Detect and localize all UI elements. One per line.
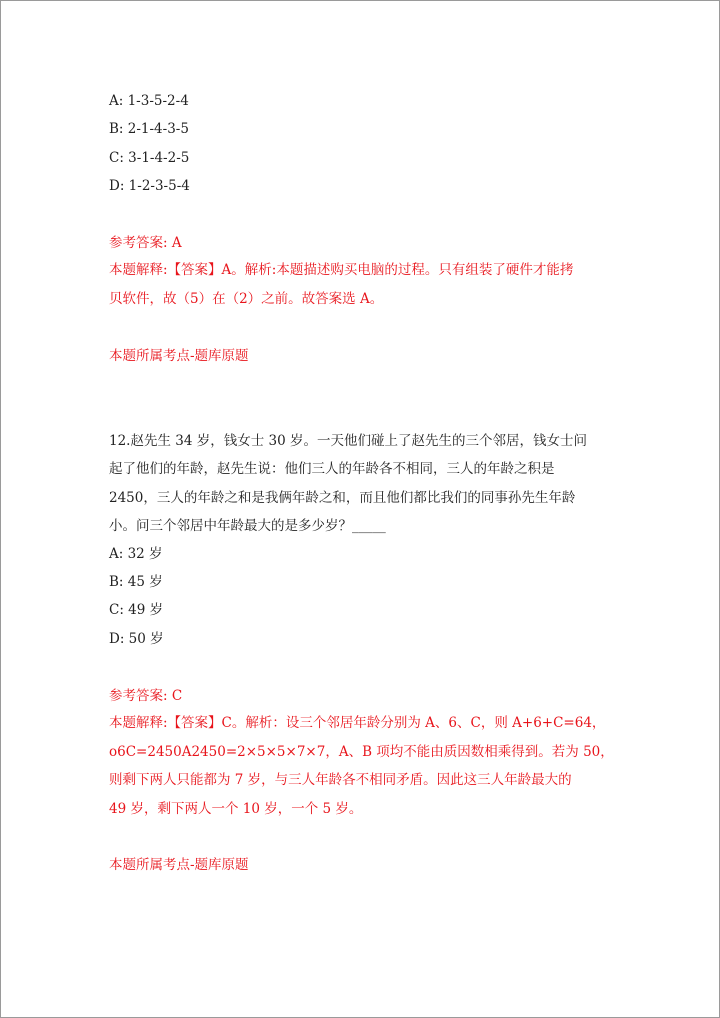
q12-option-b: B: 45 岁 xyxy=(109,574,163,590)
q12-question-line-3: 2450，三人的年龄之和是我俩年龄之和，而且他们都比我们的同事孙先生年龄 xyxy=(109,490,576,506)
q12-option-a: A: 32 岁 xyxy=(109,546,163,562)
q11-explanation-line-1: 本题解释:【答案】A。解析:本题描述购买电脑的过程。只有组装了硬件才能拷 xyxy=(109,262,574,278)
q11-option-d: D: 1-2-3-5-4 xyxy=(109,178,190,194)
q12-question-line-1: 12.赵先生 34 岁，钱女士 30 岁。一天他们碰上了赵先生的三个邻居，钱女士问 xyxy=(109,433,587,449)
q12-question-line-4: 小。问三个邻居中年龄最大的是多少岁？_____ xyxy=(109,518,386,534)
q11-option-c: C: 3-1-4-2-5 xyxy=(109,150,190,166)
q12-explanation-line-3: 则剩下两人只能都为 7 岁，与三人年龄各不相同矛盾。因此这三人年龄最大的 xyxy=(109,772,572,788)
q12-explanation-line-2: o6C=2450A2450=2×5×5×7×7，A、B 项均不能由质因数相乘得到。若为 50， xyxy=(109,744,614,760)
q11-option-a: A: 1-3-5-2-4 xyxy=(109,93,189,109)
q12-question-line-2: 起了他们的年龄，赵先生说：他们三人的年龄各不相同，三人的年龄之积是 xyxy=(109,461,555,477)
q11-explanation-line-2: 贝软件，故（5）在（2）之前。故答案选 A。 xyxy=(109,291,384,307)
q12-option-c: C: 49 岁 xyxy=(109,602,164,618)
q11-option-b: B: 2-1-4-3-5 xyxy=(109,121,189,137)
q12-explanation-line-4: 49 岁，剩下两人一个 10 岁，一个 5 岁。 xyxy=(109,801,363,817)
q12-option-d: D: 50 岁 xyxy=(109,631,164,647)
q12-explanation-line-1: 本题解释:【答案】C。解析：设三个邻居年龄分别为 A、6、C，则 A+6+C=64， xyxy=(109,715,606,731)
q11-answer: 参考答案: A xyxy=(109,235,182,251)
q11-source: 本题所属考点-题库原题 xyxy=(109,348,249,364)
q12-source: 本题所属考点-题库原题 xyxy=(109,857,249,873)
q12-answer: 参考答案: C xyxy=(109,688,183,704)
